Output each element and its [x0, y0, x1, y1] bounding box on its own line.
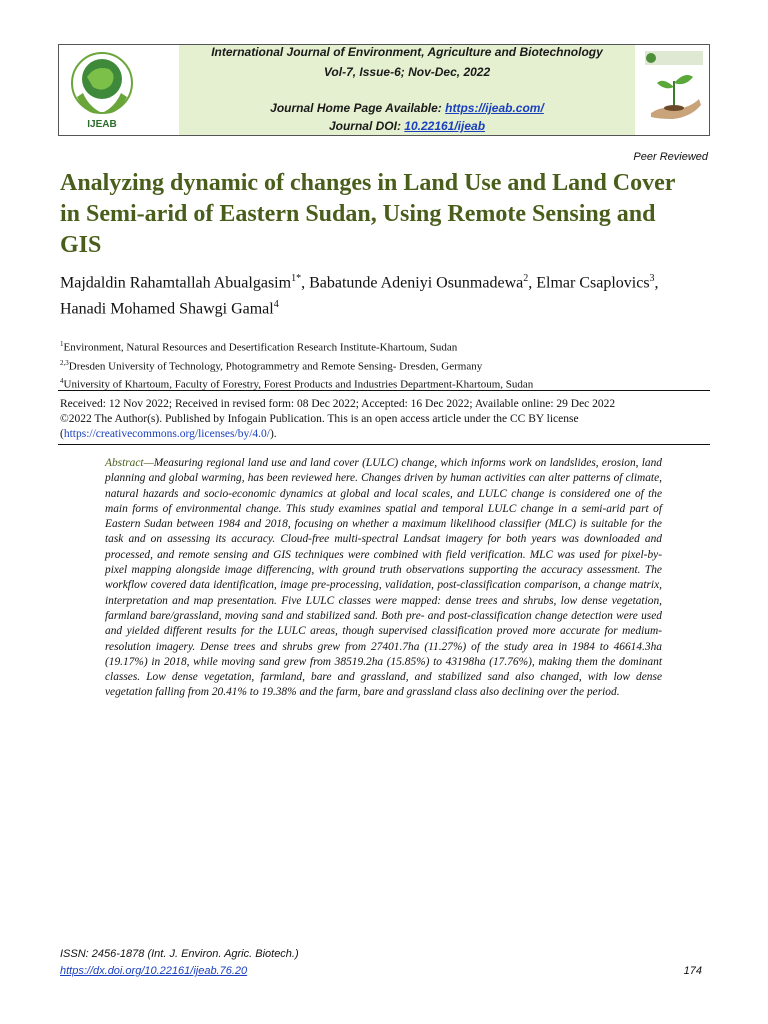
license-line: ©2022 The Author(s). Published by Infogain Publication. This is an open access article under the CC BY license	[60, 413, 579, 425]
author-name: Elmar Csaplovics	[536, 274, 650, 292]
peer-reviewed-label: Peer Reviewed	[633, 151, 708, 163]
seedling-hand-logo	[643, 47, 705, 133]
author-sup: 4	[273, 299, 279, 311]
author-name: Babatunde Adeniyi Osunmadewa	[309, 274, 524, 292]
author-sep: ,	[654, 274, 659, 292]
abstract-label: Abstract—	[105, 457, 154, 469]
footer-doi-link[interactable]: https://dx.doi.org/10.22161/ijeab.76.20	[60, 965, 248, 977]
journal-doi-line	[179, 119, 635, 133]
author-list	[60, 268, 700, 321]
header-band	[179, 45, 635, 135]
logo-left-text: IJEAB	[87, 119, 117, 130]
affiliation-item	[60, 337, 700, 356]
affiliation-list	[60, 337, 700, 393]
affiliation-sup: 4	[60, 377, 64, 386]
affiliation-text: Environment, Natural Resources and Desertification Research Institute-Khartoum, Sudan	[63, 341, 458, 354]
globe-leaf-logo	[65, 47, 139, 133]
dates-line: Received: 12 Nov 2022; Received in revised form: 08 Dec 2022; Accepted: 16 Dec 2022; Available online: 29 Dec 2022	[60, 398, 616, 410]
page-number: 174	[683, 965, 702, 977]
journal-volume: Vol-7, Issue-6; Nov-Dec, 2022	[323, 65, 491, 79]
license-link-line: (https://creativecommons.org/licenses/by/4.0/).	[60, 428, 277, 440]
divider-top	[58, 390, 710, 391]
affiliation-sup: 1	[60, 340, 64, 348]
journal-name: International Journal of Environment, Agriculture and Biotechnology	[211, 45, 603, 59]
journal-header	[58, 44, 710, 136]
affiliation-sup: 2,3	[60, 358, 69, 367]
author-sep: ,	[301, 274, 310, 292]
journal-home-line	[179, 101, 635, 115]
affiliation-text: University of Khartoum, Faculty of Forestry, Forest Products and Industries Department-Khartoum, Sudan	[63, 378, 534, 391]
doi-label: Journal DOI:	[328, 119, 405, 133]
paper-title: Analyzing dynamic of changes in Land Use and Land Cover in Semi-arid of Eastern Sudan, Using Remote Sensing and GIS	[60, 170, 675, 258]
author-sep: ,	[528, 274, 537, 292]
author-name: Majdaldin Rahamtallah Abualgasim	[60, 274, 292, 292]
license-link[interactable]: https://creativecommons.org/licenses/by/4.0/	[63, 428, 270, 440]
article-dates	[60, 397, 700, 442]
author-name: Hanadi Mohamed Shawgi Gamal	[60, 300, 274, 318]
footer-issn: ISSN: 2456-1878 (Int. J. Environ. Agric. Biotech.)	[60, 948, 299, 960]
author-sup: 1*	[291, 273, 302, 284]
author-sup: 2	[523, 273, 529, 284]
author-sup: 3	[649, 273, 655, 284]
home-link[interactable]: https://ijeab.com/	[445, 101, 544, 115]
affiliation-text: Dresden University of Technology, Photogrammetry and Remote Sensing- Dresden, Germany	[68, 360, 483, 373]
doi-link[interactable]: 10.22161/ijeab	[404, 119, 486, 133]
abstract	[105, 456, 662, 701]
affiliation-item	[60, 356, 700, 375]
divider-bottom	[58, 444, 710, 445]
abstract-text: Measuring regional land use and land cover (LULC) change, which informs work on landslides, erosion, land planning and global warming, has been reviewed here. Changes driven by human activities can alter patterns of climate, natural hazards and socio-economic dynamics at global and local scales, and LULC change is considered one of the main forms of environmental change. This study examines spatial and temporal LULC change in a semi-arid part of Eastern Sudan between 1984 and 2018, focusing on whether a maximum likelihood classifier (MLC) is suitable for the task and on assessing its accuracy. Cloud-free multi-spectral Landsat imagery for both years was downloaded and processed, and remote sensing and GIS techniques were combined with field verification. MLC was used for pixel-by-pixel mapping alongside image differencing, with ground truth observations supporting the accuracy assessment. The workflow covered data identification, image pre-processing, validation, post-classification comparison, a change matrix, interpretation and map presentation. Five LULC classes were mapped: dense trees and shrubs, low dense vegetation, farmland bare/grassland, moving sand and stabilized sand. Both pre- and post-classification change detection were used and yielded different results for the LULC areas, though supervised classification proved more accurate for medium-resolution imagery. Dense trees and shrubs grew from 27401.7ha (11.27%) of the study area in 1984 to 46614.3ha (19.17%) in 2018, while moving sand grew from 38519.2ha (15.85%) to 43198ha (17.76%), making them the dominant classes. Low dense vegetation, farmland, bare and grassland, and stabilized sand also changed, with low dense vegetation falling from 20.41% to 19.38% and the farm, bare and grassland class also declining over the period.	[105, 457, 662, 699]
home-label: Journal Home Page Available:	[270, 101, 446, 115]
